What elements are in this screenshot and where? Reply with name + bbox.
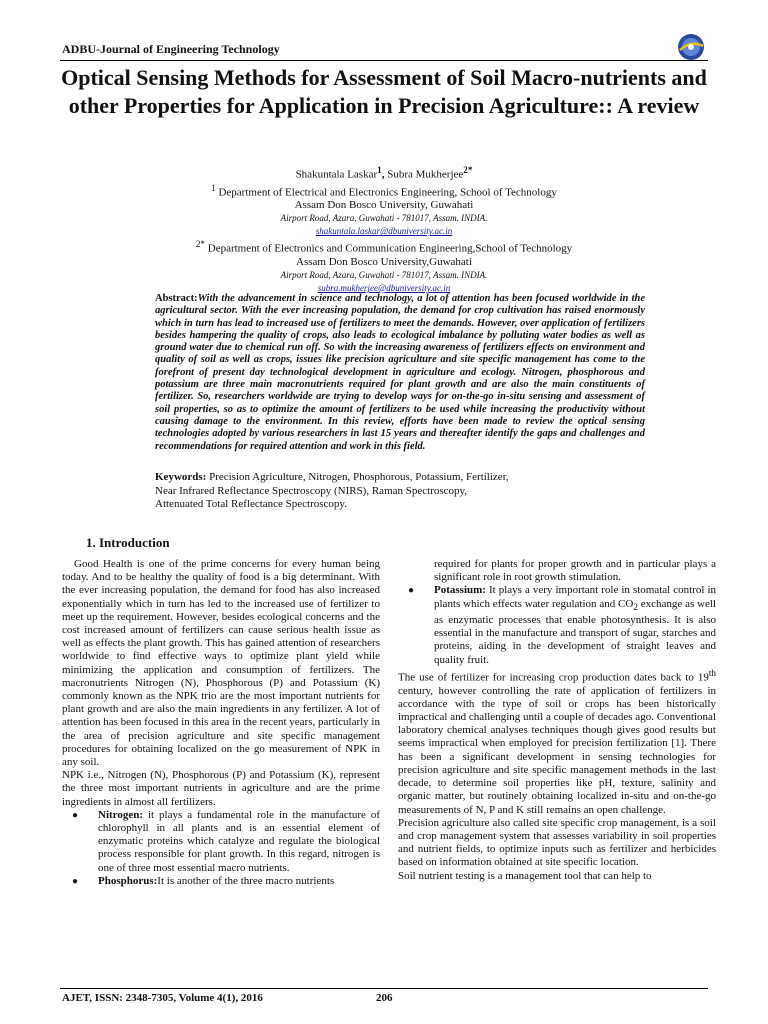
- author-block: [150, 164, 618, 295]
- keywords: Keywords: Precision Agriculture, Nitrogen, Phosphorous, Potassium, Fertilizer, Near Infrared Reflectance Spectroscopy (NIRS), Raman Spectroscopy, Attenuated Total Reflectance Spectroscopy.: [155, 471, 509, 510]
- affiliation-2-address: Airport Road, Azara, Guwahati - 781017, Assam. INDIA.: [280, 269, 488, 280]
- bullet-icon: ●: [72, 875, 79, 887]
- affiliation-1: $^1$ Department of Electrical and Electronics Engineering, School of Technology: [211, 182, 557, 199]
- page-number: 206: [376, 992, 393, 1004]
- paragraph: Precision agriculture also called site specific crop management, is a soil and crop management system that assesses variability in soil properties and nutrient fields, to optimize inputs such as fertilizer and herbicides based on information obtained at site specific location.: [398, 816, 716, 869]
- right-column: [398, 558, 716, 883]
- paragraph: Soil nutrient testing is a management tool that can help to: [398, 869, 652, 882]
- list-item-phosphorus: ● Phosphorus:It is another of the three macro nutrients: [72, 874, 335, 887]
- affiliation-2: $^{2*}$ Department of Electronics and Communication Engineering,School of Technology: [195, 239, 573, 255]
- abstract: [155, 293, 645, 453]
- list-item-potassium: ● Potassium: It plays a very important role in stomatal control in plants which effects water regulation and $CO_2$ exchange as well as enzymatic processes that enable photosynthesis. It is also essential in the manufacture and transport of sugar, starches and proteins, aiding in the development of straight leaves and quality fruit.: [408, 584, 716, 666]
- bullet-icon: ●: [72, 809, 79, 821]
- list-item-nitrogen: ● Nitrogen: it plays a fundamental role in the manufacture of chlorophyll in all plants and is an essential element of enzymatic proteins which catalyze and regulate the biological process responsible for plant growth. In this regard, nitrogen is one of three most essential macro nutrients.: [72, 808, 380, 874]
- author-1-email-link[interactable]: shakuntala.laskar@dbuniversity.ac.in: [315, 226, 453, 237]
- paragraph: The use of fertilizer for increasing crop production dates back to 19th century, however controlling the rate of application of fertilizers in accordance with the type of soil or crops has been historically impractical and challenging until a couple of decades ago. Conventional laboratory chemical analyses techniques though gives good results but seems impractical when employed for precision fertilization [1]. There has been a significant development in sensing technologies for precision agriculture and site specific management methods in the last decade, to determine soil properties like pH, texture, salinity and organic matter, but routinely obtaining localized in-situ and on-the-go measurements of N, P and K still remains an open challenge.: [398, 667, 716, 816]
- author-2-email-link[interactable]: subra.mukherjee@dbuniversity.ac.in: [317, 282, 451, 293]
- footer-citation: AJET, ISSN: 2348-7305, Volume 4(1), 2016: [62, 992, 263, 1004]
- journal-logo-icon: [676, 32, 706, 62]
- section-heading-introduction: 1. Introduction: [86, 535, 170, 550]
- keywords-label: Keywords:: [155, 471, 207, 483]
- journal-name: ADBU-Journal of Engineering Technology: [62, 42, 280, 56]
- affiliation-1-university: Assam Don Bosco University, Guwahati: [294, 199, 474, 212]
- header-rule: [60, 60, 708, 61]
- affiliation-1-address: Airport Road, Azara, Guwahati - 781017, Assam. INDIA.: [280, 213, 488, 224]
- list-item-continued: required for plants for proper growth and in particular plays a significant role in root growth stimulation.: [434, 558, 716, 584]
- footer-rule: [60, 988, 708, 989]
- left-column: [62, 558, 380, 888]
- paper-title: Optical Sensing Methods for Assessment of Soil Macro-nutrients and other Properties for Application in Precision Agriculture:: A review: [61, 65, 707, 118]
- bullet-icon: ●: [408, 585, 415, 597]
- author-names: Shakuntala Laskar$^1$, Subra Mukherjee$^{2*}$: [295, 165, 473, 181]
- abstract-label: Abstract:: [155, 293, 198, 304]
- paragraph: Good Health is one of the prime concerns for every human being today. And to be healthy the quality of food is a big determinant. With the ever increasing population, the demand for food has also increased exponentially which in turn has led to the increased use of fertilizer to meet up the requirement. However, besides ecological concerns and the cost increased amount of fertilizers can cause serious health issue as well as effects the plant growth. This has gained attention of researchers worldwide to find effective ways to optimize plant yield while minimizing the application and consumption of fertilizers. The macronutrients Nitrogen (N), Phosphorous (P) and Potassium (K) commonly known as the NPK trio are the most important nutrients for plant growth and are also the main ingredients in any fertilizer. A lot of attention has been focused in this area in the recent years, particularly in the area of precision agriculture and site specific management procedures for obtaining localized on the go measurement of NPK in any soil.: [62, 558, 380, 769]
- affiliation-2-university: Assam Don Bosco University,Guwahati: [296, 255, 472, 268]
- paragraph: NPK i.e., Nitrogen (N), Phosphorous (P) and Potassium (K), represent the three most important nutrients in agriculture and are the prime ingredients in almost all fertilizers.: [62, 769, 380, 808]
- abstract-text: With the advancement in science and technology, a lot of attention has been focused worldwide in the agricultural sector. With the ever increasing population, the demand for crop cultivation has raised enormously which in turn has lead to increased use of fertilizers to meet the demands. However, over application of fertilizers besides hampering the quality of crops, also leads to ecological imbalance by polluting water bodies as well as ground water due to chemical run off. So with the increasing awareness of fertilizers effects on environment and quality of soil as well as crops, issues like precision agriculture and site specific management has come to the forefront of present day technological development in agriculture and ecology. Nitrogen, phosphorous and potassium are three main macronutrients required for plant growth and are also the main constituents of fertilizer. So, researchers worldwide are trying to develop ways for on-the-go in-situ sensing and assessment of soil properties, so as to optimize the amount of fertilizers to be used while increasing the productivity without causing damage to the environment. In this review, efforts have been made to review the optical sensing technologies adopted by various researchers in last 15 years and thereafter identify the gaps and challenges and recommendations for required attention and work in this field.: [155, 293, 645, 452]
